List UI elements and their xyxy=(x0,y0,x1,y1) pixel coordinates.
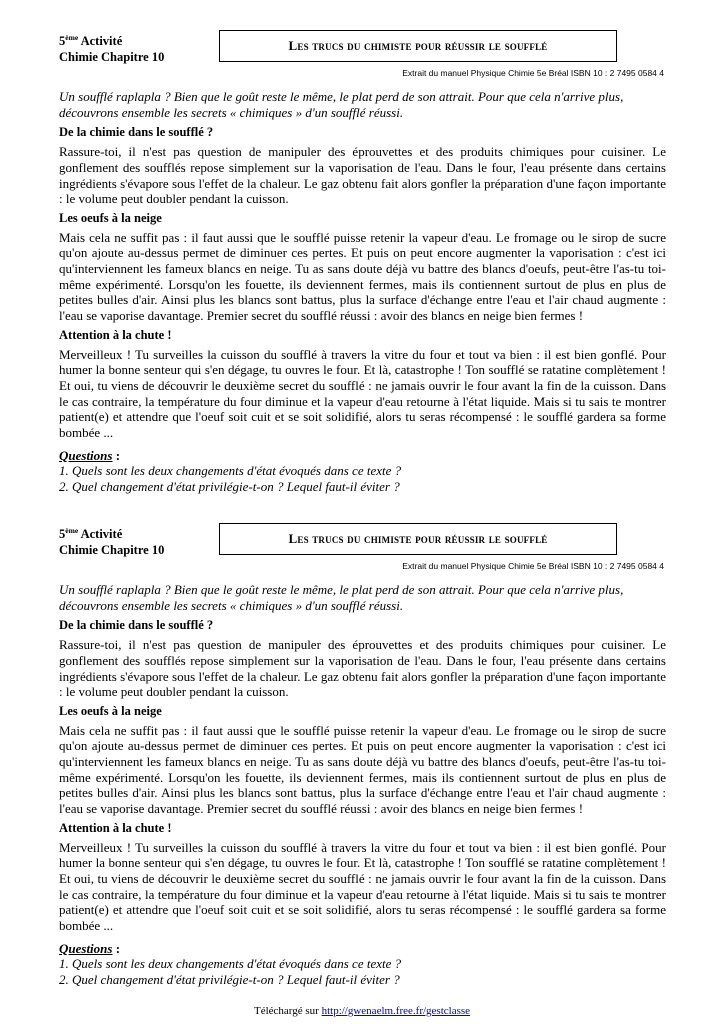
section-text: Mais cela ne suffit pas : il faut aussi que le soufflé puisse retenir la vapeur d'eau. Le fromage ou le sirop de sucre qu'on ajoute au-dessus permet de diminuer ces pertes. Et puis on peut encore augmenter la vaporisation : c'est ici qu'interviennent les fameux blancs en neige. Tu as sans doute déjà vu battre des blancs d'oeufs, peut-être l'as-tu toi-même expérimenté. Lorsqu'on les fouette, ils deviennent fermes, mais ils contiennent surtout de plus en plus de petites bulles d'air. Ainsi plus les blancs sont battus, plus la surface d'échange entre l'eau et l'air chaud augmente : l'eau se vaporise davantage. Premier secret du soufflé réussi : avoir des blancs en neige bien fermes ! xyxy=(59,722,666,817)
section-text: Merveilleux ! Tu surveilles la cuisson du soufflé à travers la vitre du four et tout va bien : il est bien gonflé. Pour humer la bonne senteur qui s'en dégage, tu ouvres le four. Et là, catastrophe ! Ton soufflé se ratatine complètement ! Et oui, tu viens de découvrir le deuxième secret du soufflé : ne jamais ouvrir le four avant la fin de la cuisson. Dans le cas contraire, la température du four diminue et la vapeur d'eau retourne à l'état liquide. Mais si tu sais te montrer patient(e) et attendre que l'oeuf soit cuit et se soit solidifié, alors tu seras récompensé : le soufflé gardera sa forme bombée ... xyxy=(59,346,666,441)
article-body xyxy=(59,582,666,988)
footer-prefix: Téléchargé sur xyxy=(253,1005,322,1017)
section-heading: Les oeufs à la neige xyxy=(59,703,162,718)
section-heading: De la chimie dans le soufflé ? xyxy=(59,618,214,633)
footer-link[interactable]: http://gwenaelm.free.fr/gestclasse xyxy=(321,1005,471,1017)
page-title: Les trucs du chimiste pour réussir le soufflé xyxy=(219,523,617,555)
activity-superscript: ème xyxy=(65,526,79,535)
activity-header xyxy=(59,30,164,65)
questions-colon: : xyxy=(112,940,121,956)
question-item: 1. Quels sont les deux changements d'état évoqués dans ce texte ? xyxy=(59,463,402,479)
question-item: 1. Quels sont les deux changements d'état évoqués dans ce texte ? xyxy=(59,956,402,972)
questions-block xyxy=(59,448,666,495)
page-title: Les trucs du chimiste pour réussir le soufflé xyxy=(219,30,617,62)
section-text: Rassure-toi, il n'est pas question de manipuler des éprouvettes et des produits chimiques pour cuisiner. Le gonflement des soufflés repose simplement sur la vaporisation de l'eau. Dans le four, l'eau présente dans certains ingrédients s'évapore sous l'effet de la chaleur. Le gaz obtenu fait alors gonfler la préparation d'une façon importante : le volume peut doubler pendant la cuisson. xyxy=(59,637,666,700)
section-heading: Les oeufs à la neige xyxy=(59,210,162,225)
source-citation: Extrait du manuel Physique Chimie 5e Bréal ISBN 10 : 2 7495 0584 4 xyxy=(402,561,664,571)
questions-label: Questions xyxy=(59,447,113,463)
intro-text: Un soufflé raplapla ? Bien que le goût reste le même, le plat perd de son attrait. Pour que cela n'arrive plus, découvrons ensemble les secrets « chimiques » d'un soufflé réussi. xyxy=(59,582,624,613)
section-text: Rassure-toi, il n'est pas question de manipuler des éprouvettes et des produits chimiques pour cuisiner. Le gonflement des soufflés repose simplement sur la vaporisation de l'eau. Dans le four, l'eau présente dans certains ingrédients s'évapore sous l'effet de la chaleur. Le gaz obtenu fait alors gonfler la préparation d'une façon importante : le volume peut doubler pendant la cuisson. xyxy=(59,144,666,207)
question-item: 2. Quel changement d'état privilégie-t-on ? Lequel faut-il éviter ? xyxy=(59,972,400,988)
activity-word: Activité xyxy=(80,34,123,49)
chapter-label: Chimie Chapitre 10 xyxy=(59,50,165,65)
section-heading: De la chimie dans le soufflé ? xyxy=(59,125,214,140)
questions-label: Questions xyxy=(59,940,113,956)
activity-superscript: ème xyxy=(65,33,79,42)
activity-number: 5 xyxy=(59,34,66,49)
activity-word: Activité xyxy=(80,527,123,542)
section-heading: Attention à la chute ! xyxy=(59,820,172,835)
questions-colon: : xyxy=(112,447,121,463)
article-body xyxy=(59,89,666,495)
page-footer xyxy=(0,1005,724,1017)
questions-block xyxy=(59,941,666,988)
section-heading: Attention à la chute ! xyxy=(59,327,172,342)
intro-text: Un soufflé raplapla ? Bien que le goût reste le même, le plat perd de son attrait. Pour que cela n'arrive plus, découvrons ensemble les secrets « chimiques » d'un soufflé réussi. xyxy=(59,89,624,120)
chapter-label: Chimie Chapitre 10 xyxy=(59,543,165,558)
section-text: Mais cela ne suffit pas : il faut aussi que le soufflé puisse retenir la vapeur d'eau. Le fromage ou le sirop de sucre qu'on ajoute au-dessus permet de diminuer ces pertes. Et puis on peut encore augmenter la vaporisation : c'est ici qu'interviennent les fameux blancs en neige. Tu as sans doute déjà vu battre des blancs d'oeufs, peut-être l'as-tu toi-même expérimenté. Lorsqu'on les fouette, ils deviennent fermes, mais ils contiennent surtout de plus en plus de petites bulles d'air. Ainsi plus les blancs sont battus, plus la surface d'échange entre l'eau et l'air chaud augmente : l'eau se vaporise davantage. Premier secret du soufflé réussi : avoir des blancs en neige bien fermes ! xyxy=(59,229,666,324)
question-item: 2. Quel changement d'état privilégie-t-on ? Lequel faut-il éviter ? xyxy=(59,479,400,495)
activity-header xyxy=(59,523,164,558)
section-text: Merveilleux ! Tu surveilles la cuisson du soufflé à travers la vitre du four et tout va bien : il est bien gonflé. Pour humer la bonne senteur qui s'en dégage, tu ouvres le four. Et là, catastrophe ! Ton soufflé se ratatine complètement ! Et oui, tu viens de découvrir le deuxième secret du soufflé : ne jamais ouvrir le four avant la fin de la cuisson. Dans le cas contraire, la température du four diminue et la vapeur d'eau retourne à l'état liquide. Mais si tu sais te montrer patient(e) et attendre que l'oeuf soit cuit et se soit solidifié, alors tu seras récompensé : le soufflé gardera sa forme bombée ... xyxy=(59,839,666,934)
activity-number: 5 xyxy=(59,527,66,542)
source-citation: Extrait du manuel Physique Chimie 5e Bréal ISBN 10 : 2 7495 0584 4 xyxy=(402,68,664,78)
